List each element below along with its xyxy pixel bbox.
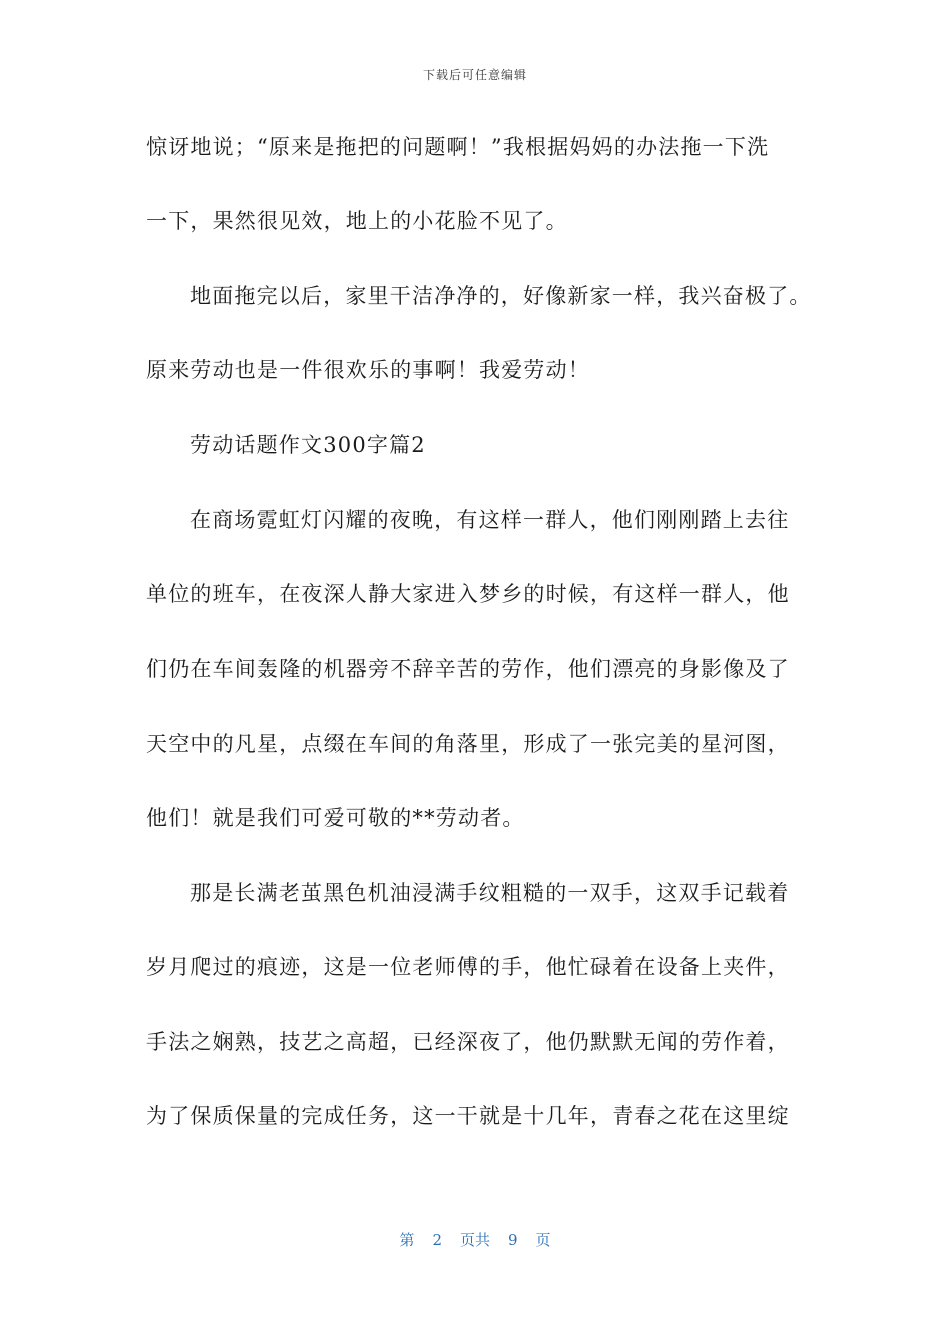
- text-line: 单位的班车，在夜深人静大家进入梦乡的时候，有这样一群人，他: [146, 582, 790, 606]
- text-line: 地面拖完以后，家里干洁净净的，好像新家一样，我兴奋极了。: [190, 284, 812, 308]
- text-line: 岁月爬过的痕迹，这是一位老师傅的手，他忙碌着在设备上夹件，: [146, 955, 790, 979]
- text-line: 惊讶地说；“原来是拖把的问题啊！”我根据妈妈的办法拖一下洗: [146, 135, 770, 159]
- footer-ye: 页: [535, 1231, 551, 1249]
- page-footer: [0, 1229, 950, 1250]
- footer-di: 第: [399, 1231, 415, 1249]
- footer-ye-gong: 页共: [459, 1231, 490, 1249]
- text-line: 原来劳动也是一件很欢乐的事啊！我爱劳动！: [146, 358, 590, 382]
- section-title: 劳动话题作文300字篇2: [190, 433, 426, 457]
- page-header: 下载后可任意编辑: [422, 68, 527, 82]
- text-line: 那是长满老茧黑色机油浸满手纹粗糙的一双手，这双手记载着: [190, 881, 790, 905]
- text-line: 他们！就是我们可爱可敬的**劳动者。: [146, 806, 525, 830]
- footer-total-pages: 9: [508, 1231, 518, 1249]
- footer-page-number: 2: [432, 1231, 442, 1249]
- text-line: 手法之娴熟，技艺之高超，已经深夜了，他仍默默无闻的劳作着，: [146, 1030, 790, 1054]
- text-line: 天空中的凡星，点缀在车间的角落里，形成了一张完美的星河图，: [146, 732, 790, 756]
- text-line: 们仍在车间轰隆的机器旁不辞辛苦的劳作，他们漂亮的身影像及了: [146, 657, 790, 681]
- text-line: 一下，果然很见效，地上的小花脸不见了。: [146, 209, 568, 233]
- text-line: 在商场霓虹灯闪耀的夜晚，有这样一群人，他们刚刚踏上去往: [190, 508, 790, 532]
- text-line: 为了保质保量的完成任务，这一干就是十几年，青春之花在这里绽: [146, 1104, 790, 1128]
